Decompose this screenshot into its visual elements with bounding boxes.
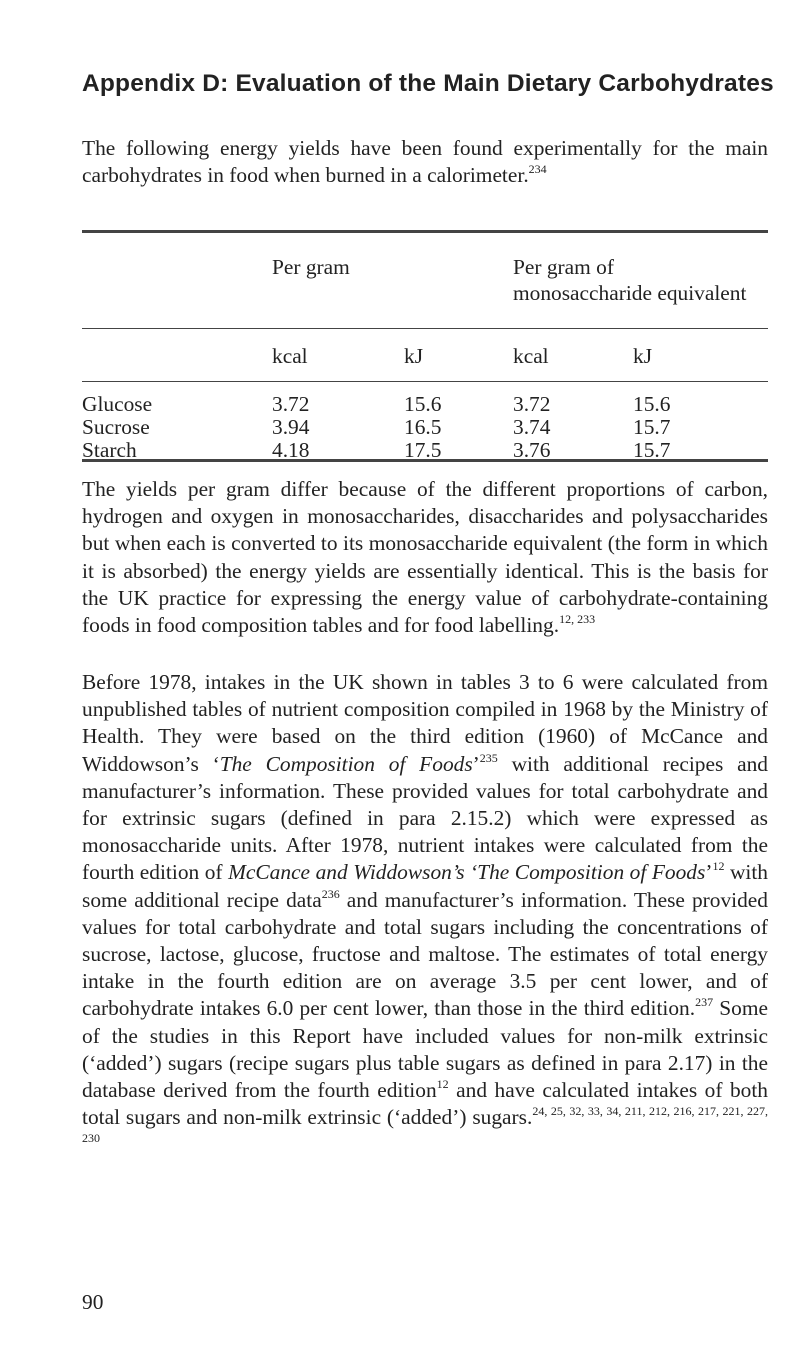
row-label-glucose: Glucose bbox=[82, 392, 153, 416]
table-top-rule bbox=[82, 230, 768, 233]
p3-segment: and manufacturer’s information. These provided values for total carbohydrate and total sugars including the concentrations of sucrose, lactose, glucose, fructose and maltose. The estimates of total energy intake in the fourth edition are on average 3.5 per cent lower, and of carbohydrate intakes 6.0 per cent lower, than those in the third edition. bbox=[82, 887, 768, 1021]
energy-yield-references: 12, 233 bbox=[559, 612, 596, 627]
starch-mono-kj: 15.7 bbox=[633, 438, 671, 462]
p3-reference: 235 bbox=[479, 750, 498, 765]
header-monosaccharide-equivalent: monosaccharide equivalent bbox=[513, 281, 747, 305]
page-title: Appendix D: Evaluation of the Main Dietary Carbohydrates bbox=[82, 70, 774, 97]
energy-yield-text: The yields per gram differ because of the different proportions of carbon, hydrogen and oxygen in monosaccharides, disaccharides and polysaccharides but when each is converted to its monosaccharide equivalent (the form in which it is absorbed) the energy yields are essentially identical. This is the basis for the UK practice for expressing the energy value of carbohydrate-containing foods in food composition tables and for food labelling. bbox=[82, 477, 768, 638]
p3-segment: with additional recipes and manufacturer’s information. These provided values for total carbohydrate and for extrinsic sugars (defined in para 2.15.2) which were expressed as monosaccharide units. After 1978, nutrient intakes were calculated from the fourth edition of bbox=[82, 751, 768, 885]
p3-segment: and have calculated intakes of both total sugars and non-milk extrinsic (‘added’) sugars. bbox=[82, 1078, 768, 1130]
header-per-gram: Per gram bbox=[272, 255, 350, 279]
intro-text: The following energy yields have been found experimentally for the main carbohydrates in food when burned in a calorimeter. bbox=[82, 136, 768, 188]
intro-reference: 234 bbox=[528, 162, 547, 177]
starch-mono-kcal: 3.76 bbox=[513, 438, 551, 462]
sucrose-mono-kcal: 3.74 bbox=[513, 415, 551, 439]
page-number: 90 bbox=[82, 1290, 104, 1314]
p3-segment: Before 1978, intakes in the UK shown in tables 3 to 6 were calculated from unpublished tables of nutrient composition compiled in 1968 by the Ministry of Health. They were based on the third edition (1960) of McCance and Widdowson’s ‘ bbox=[82, 670, 768, 776]
unit-header-kcal: kcal bbox=[272, 344, 308, 368]
starch-kj: 17.5 bbox=[404, 438, 442, 462]
glucose-mono-kj: 15.6 bbox=[633, 392, 671, 416]
p3-segment: ’ bbox=[705, 860, 713, 885]
starch-kcal: 4.18 bbox=[272, 438, 310, 462]
glucose-kcal: 3.72 bbox=[272, 392, 310, 416]
p3-reference: 12 bbox=[712, 859, 725, 874]
row-label-sucrose: Sucrose bbox=[82, 415, 150, 439]
glucose-mono-kcal: 3.72 bbox=[513, 392, 551, 416]
energy-yield-paragraph bbox=[82, 476, 768, 639]
p3-reference: 24, 25, 32, 33, 34, 211, 212, 216, 217, 221, 227, 230 bbox=[82, 1104, 768, 1146]
unit-header-mono-kcal: kcal bbox=[513, 344, 549, 368]
row-label-starch: Starch bbox=[82, 438, 137, 462]
p3-reference: 236 bbox=[321, 886, 340, 901]
p3-book-title: The Composition of Foods bbox=[219, 751, 473, 776]
glucose-kj: 15.6 bbox=[404, 392, 442, 416]
table-header-rule bbox=[82, 328, 768, 329]
p3-reference: 12 bbox=[436, 1077, 449, 1092]
intro-paragraph bbox=[82, 135, 768, 189]
sucrose-mono-kj: 15.7 bbox=[633, 415, 671, 439]
p3-segment: Some of the studies in this Report have included values for non-milk extrinsic (‘added’) sugars (recipe sugars plus table sugars as defined in para 2.17) in the database derived from the fourth edition bbox=[82, 996, 768, 1103]
table-units-rule bbox=[82, 381, 768, 382]
sucrose-kj: 16.5 bbox=[404, 415, 442, 439]
p3-book-title: McCance and Widdowson’s ‘The Composition of Foods bbox=[228, 860, 706, 885]
p3-reference: 237 bbox=[695, 995, 714, 1010]
p3-segment: with some additional recipe data bbox=[82, 860, 768, 912]
unit-header-kj: kJ bbox=[404, 344, 424, 368]
unit-header-mono-kj: kJ bbox=[633, 344, 653, 368]
header-per-gram-of: Per gram of bbox=[513, 255, 614, 279]
sucrose-kcal: 3.94 bbox=[272, 415, 310, 439]
intake-history-paragraph bbox=[82, 669, 768, 1159]
p3-segment: ’ bbox=[472, 751, 480, 776]
